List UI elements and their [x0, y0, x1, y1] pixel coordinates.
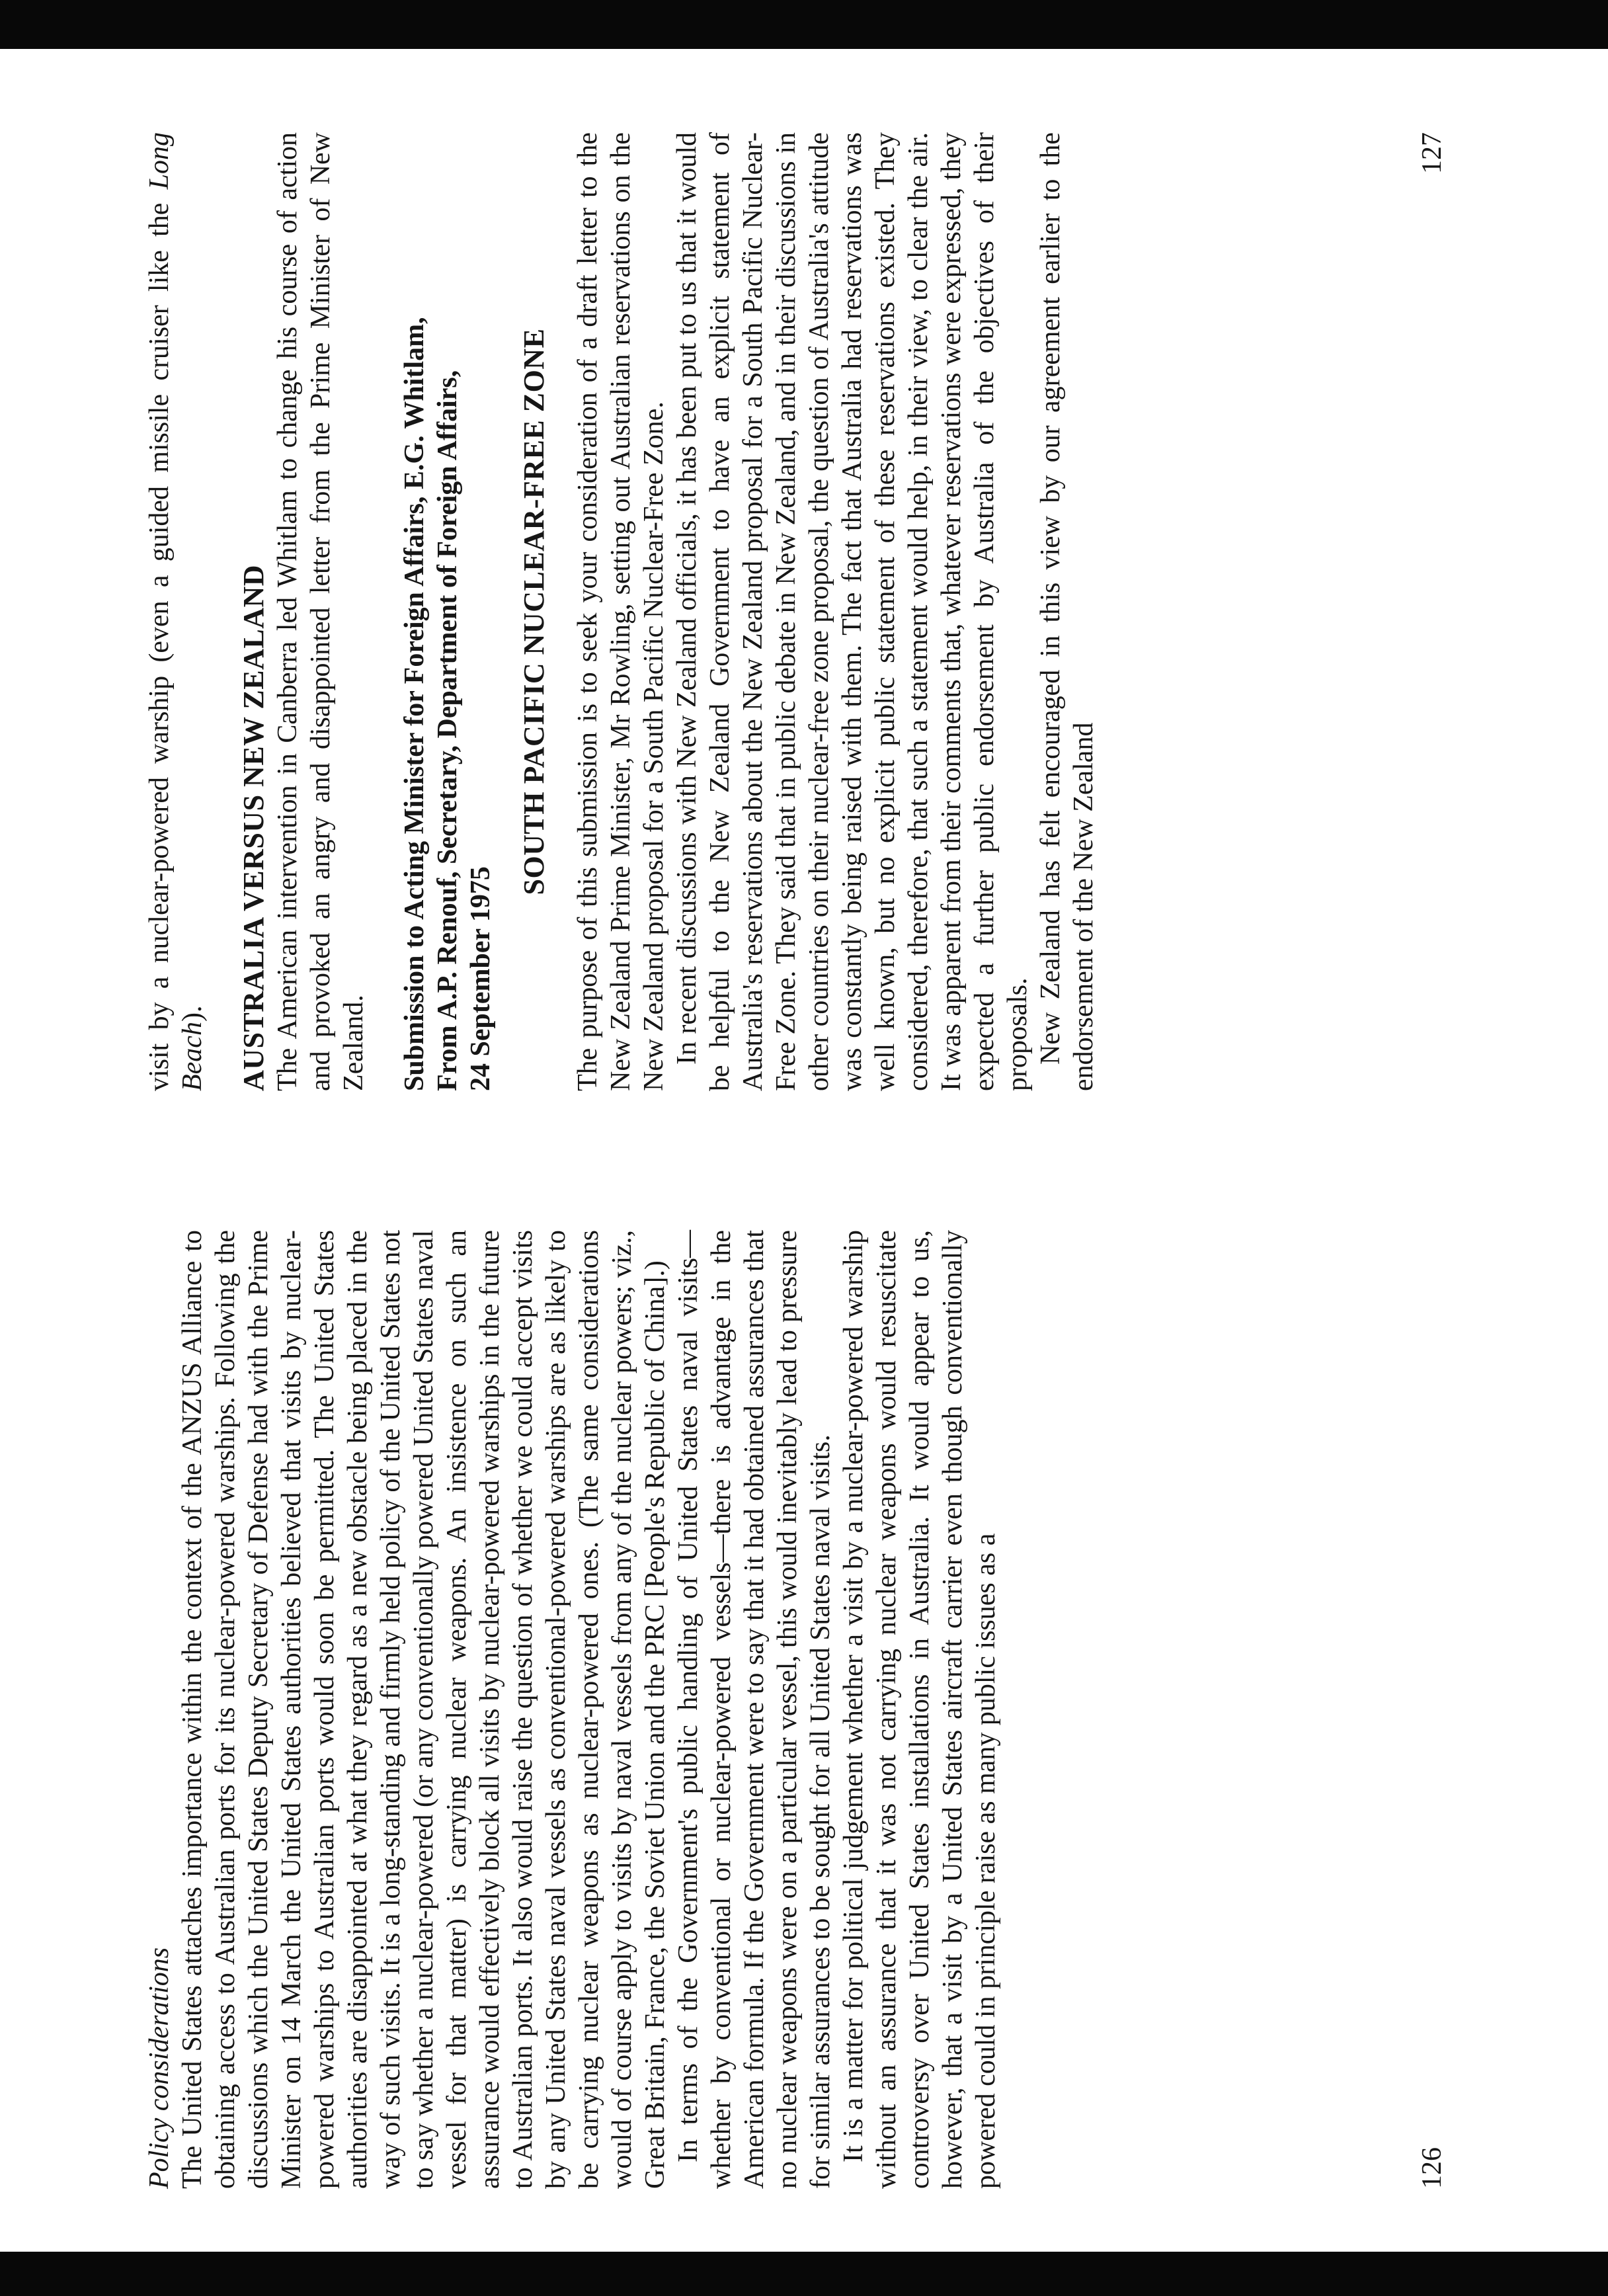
paragraph: It is a matter for political judgement whether a visit by a nuclear-powered warship without an assurance that it was not carrying nuclear weapons would resuscitate controversy over United States installations in Australia. It would appear to us, however, that a visit by a United States aircraft carrier even though conventionally powered could in principle raise as many public issues as a — [838, 1230, 1001, 2189]
page-number: 127 — [1417, 132, 1447, 174]
page-number: 126 — [1417, 2147, 1447, 2189]
submission-sender: From A.P. Renouf, Secretary, Department of Foreign Affairs, — [432, 370, 463, 1091]
scan-border-bottom — [0, 2252, 1608, 2296]
left-page — [143, 1230, 1452, 2189]
paragraph: New Zealand has felt encouraged in this view by our agreement earlier to the endorsement of the New Zealand — [1035, 132, 1099, 1091]
right-page-column — [143, 132, 1100, 1091]
book-spread — [143, 132, 1452, 2189]
document-heading: SOUTH PACIFIC NUCLEAR-FREE ZONE — [518, 328, 550, 895]
ship-name: Long Beach — [144, 132, 208, 1091]
continuation-end: ). — [177, 1005, 208, 1022]
scan-border-top — [0, 0, 1608, 49]
paragraph: In terms of the Government's public handling of United States naval visits—whether by conventional or nuclear-powered vessels—there is advantage in the American formula. If the Government were to say that it had obtained assurances that no nuclear weapons were on a particular vessel, this would inevitably lead to pressure for similar assurances to be sought for all United States naval visits. — [673, 1230, 836, 2189]
paragraph: The purpose of this submission is to seek your consideration of a draft letter to the New Zealand Prime Minister, Mr Rowling, setting out Australian reservations on the New Zealand proposal for a South Pacific Nuclear-Free Zone. — [573, 132, 669, 1091]
paragraph: In recent discussions with New Zealand officials, it has been put to us that it would be helpful to the New Zealand Government to have an explicit statement of Australia's reservations about the New Zealand proposal for a South Pacific Nuclear-Free Zone. They said that in public debate in New Zealand, and in their discussions in other countries on their nuclear-free zone proposal, the question of Australia's attitude was constantly being raised with them. The fact that Australia had reservations was well known, but no explicit public statement of these reservations existed. They considered, therefore, that such a statement would help, in their view, to clear the air. It was apparent from their comments that, whatever reservations were expressed, they expected a further public endorsement by Australia of the objectives of their proposals. — [672, 132, 1033, 1091]
intro-paragraph: The American intervention in Canberra led Whitlam to change his course of action and provoked an angry and disappointed letter from the Prime Minister of New Zealand. — [272, 132, 369, 1091]
left-page-column — [143, 1230, 1002, 2189]
submission-recipient: Submission to Acting Minister for Foreign Affairs, E.G. Whitlam, — [399, 317, 430, 1091]
submission-date: 24 September 1975 — [465, 866, 496, 1091]
continuation-paragraph — [143, 132, 209, 1091]
paragraph: The United States attaches importance within the context of the ANZUS Alliance to obtaining access to Australian ports for its nuclear-powered warships. Following the discussions which the United States Deputy Secretary of Defense had with the Prime Minister on 14 March the United States authorities believed that visits by nuclear-powered warships to Australian ports would soon be permitted. The United States authorities are disappointed at what they regard as a new obstacle being placed in the way of such visits. It is a long-standing and firmly held policy of the United States not to say whether a nuclear-powered (or any conventionally powered United States naval vessel for that matter) is carrying nuclear weapons. An insistence on such an assurance would effectively block all visits by nuclear-powered warships in the future to Australian ports. It also would raise the question of whether we could accept visits by any United States naval vessels as conventional-powered warships are as likely to be carrying nuclear weapons as nuclear-powered ones. (The same considerations would of course apply to visits by naval vessels from any of the nuclear powers; viz., Great Britain, France, the Soviet Union and the PRC [People's Republic of China].) — [177, 1230, 670, 2189]
section-heading: AUSTRALIA VERSUS NEW ZEALAND — [237, 564, 270, 1091]
continuation-text: visit by a nuclear-powered warship (even a guided missile cruiser like the — [144, 189, 175, 1091]
section-title: Policy considerations — [144, 1947, 175, 2189]
right-page — [143, 132, 1452, 1091]
